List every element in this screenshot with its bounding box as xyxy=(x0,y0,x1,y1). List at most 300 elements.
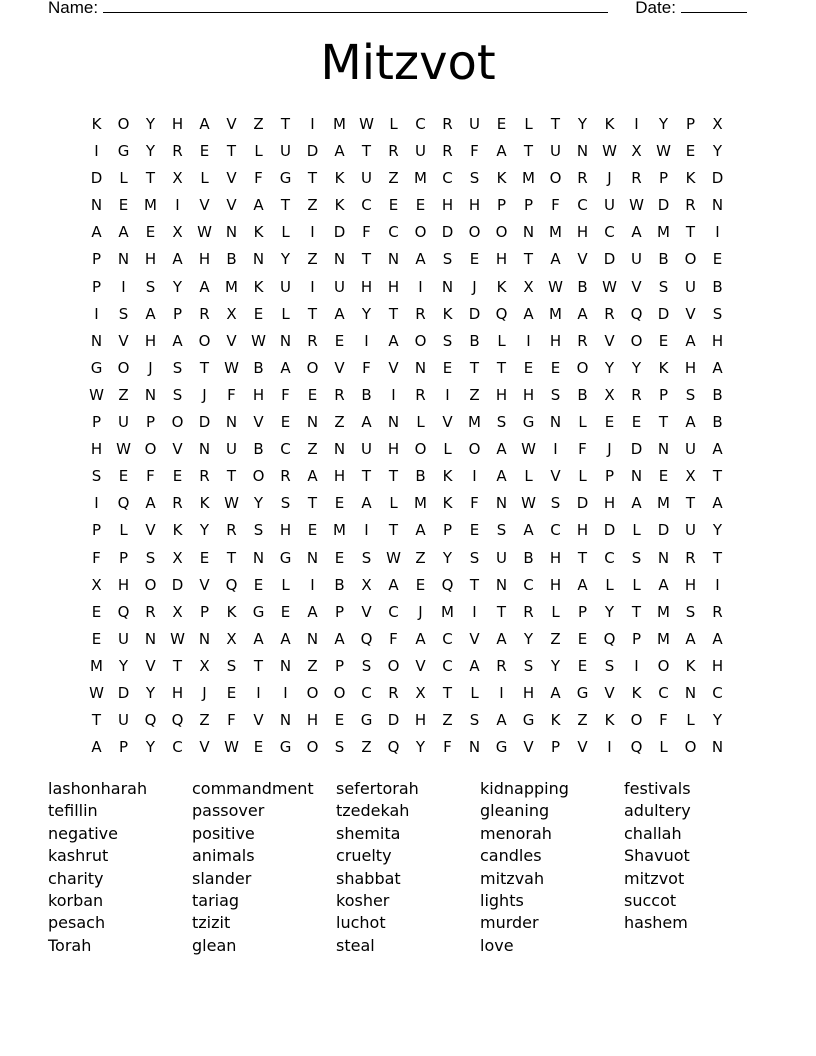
grid-letter: A xyxy=(145,494,156,513)
grid-letter: T xyxy=(91,711,102,730)
grid-letter: Z xyxy=(550,629,561,648)
grid-letter: A xyxy=(550,250,561,269)
grid-letter: J xyxy=(202,385,207,404)
grid-letter: Y xyxy=(604,358,615,377)
grid-letter: T xyxy=(469,575,480,594)
word-list-item: lights xyxy=(480,890,524,910)
grid-letter: M xyxy=(657,629,670,648)
grid-letter: H xyxy=(576,521,589,540)
grid-letter: E xyxy=(172,467,183,486)
grid-letter: O xyxy=(576,358,589,377)
grid-letter: S xyxy=(442,331,453,350)
grid-letter: O xyxy=(684,250,697,269)
grid-letter: A xyxy=(523,521,534,540)
grid-letter: H xyxy=(306,711,319,730)
grid-letter: N xyxy=(90,196,103,215)
grid-letter: D xyxy=(603,521,616,540)
grid-letter: O xyxy=(117,358,130,377)
grid-letter: H xyxy=(360,277,373,296)
grid-letter: G xyxy=(495,738,508,757)
grid-letter: W xyxy=(197,223,212,242)
grid-letter: C xyxy=(523,575,534,594)
grid-letter: B xyxy=(712,413,723,432)
grid-letter: R xyxy=(145,602,156,621)
grid-letter: H xyxy=(549,575,562,594)
grid-letter: N xyxy=(441,277,454,296)
grid-letter: W xyxy=(602,142,617,161)
grid-letter: L xyxy=(578,467,587,486)
grid-letter: F xyxy=(281,385,290,404)
grid-letter: P xyxy=(118,738,129,757)
grid-letter: V xyxy=(631,277,642,296)
grid-letter: A xyxy=(388,331,399,350)
grid-letter: O xyxy=(630,711,643,730)
grid-letter: Y xyxy=(253,494,264,513)
grid-letter: V xyxy=(253,711,264,730)
grid-letter: H xyxy=(117,575,130,594)
grid-letter: I xyxy=(121,277,126,296)
grid-letter: L xyxy=(254,142,263,161)
grid-letter: A xyxy=(631,223,642,242)
grid-letter: N xyxy=(576,142,589,161)
grid-letter: V xyxy=(199,196,210,215)
grid-letter: D xyxy=(576,494,589,513)
grid-letter: W xyxy=(548,277,563,296)
grid-letter: X xyxy=(172,602,183,621)
grid-letter: L xyxy=(443,440,452,459)
grid-letter: K xyxy=(442,494,453,513)
grid-letter: U xyxy=(631,250,642,269)
grid-letter: D xyxy=(630,440,643,459)
grid-letter: L xyxy=(659,738,668,757)
grid-letter: C xyxy=(550,521,561,540)
grid-letter: C xyxy=(280,440,291,459)
grid-letter: E xyxy=(226,683,237,702)
grid-letter: A xyxy=(280,629,291,648)
grid-letter: W xyxy=(359,115,374,133)
grid-letter: F xyxy=(470,494,479,513)
grid-letter: A xyxy=(550,683,561,702)
grid-letter: S xyxy=(631,548,642,567)
grid-letter: K xyxy=(253,277,264,296)
grid-letter: Z xyxy=(118,385,129,404)
word-list-item: challah xyxy=(624,823,682,843)
grid-letter: I xyxy=(310,115,315,133)
grid-letter: K xyxy=(496,277,507,296)
grid-letter: N xyxy=(684,683,697,702)
grid-letter: N xyxy=(198,629,211,648)
word-list-item: korban xyxy=(48,890,104,910)
word-list-item: sefertorah xyxy=(336,779,419,798)
grid-letter: T xyxy=(658,413,669,432)
grid-letter: W xyxy=(656,142,671,161)
grid-letter: R xyxy=(577,169,588,188)
grid-letter: O xyxy=(549,169,562,188)
grid-letter: A xyxy=(199,277,210,296)
grid-letter: R xyxy=(442,142,453,161)
grid-letter: M xyxy=(468,413,481,432)
grid-letter: K xyxy=(334,196,345,215)
grid-letter: T xyxy=(307,304,318,323)
grid-letter: O xyxy=(306,738,319,757)
grid-letter: B xyxy=(469,331,480,350)
grid-letter: M xyxy=(522,169,535,188)
grid-letter: U xyxy=(496,548,507,567)
grid-letter: C xyxy=(388,602,399,621)
grid-letter: V xyxy=(388,358,399,377)
word-list-item: Torah xyxy=(48,935,92,955)
grid-letter: N xyxy=(414,358,427,377)
grid-letter: P xyxy=(577,602,588,621)
grid-letter: D xyxy=(603,250,616,269)
grid-letter: M xyxy=(414,494,427,513)
grid-letter: N xyxy=(90,331,103,350)
date-label: Date: xyxy=(635,0,676,17)
grid-letter: Z xyxy=(253,115,264,133)
grid-letter: I xyxy=(94,304,99,323)
grid-letter: T xyxy=(550,115,561,133)
grid-letter: U xyxy=(685,277,696,296)
grid-letter: R xyxy=(496,656,507,675)
grid-letter: O xyxy=(414,331,427,350)
grid-letter: P xyxy=(604,467,615,486)
grid-letter: M xyxy=(549,223,562,242)
word-list-item: steal xyxy=(336,935,375,955)
word-list-item: pesach xyxy=(48,913,106,933)
grid-letter: A xyxy=(199,115,210,133)
grid-letter: C xyxy=(712,683,723,702)
grid-letter: O xyxy=(144,440,157,459)
word-list-item: lashonharah xyxy=(48,779,148,798)
grid-letter: C xyxy=(442,656,453,675)
grid-letter: T xyxy=(280,196,291,215)
grid-letter: S xyxy=(118,304,129,323)
grid-letter: P xyxy=(91,277,102,296)
grid-letter: T xyxy=(685,494,696,513)
grid-letter: Y xyxy=(712,711,723,730)
grid-letter: O xyxy=(252,467,265,486)
grid-letter: P xyxy=(145,413,156,432)
grid-letter: E xyxy=(496,115,507,133)
grid-letter: L xyxy=(632,575,641,594)
grid-letter: Y xyxy=(631,358,642,377)
grid-letter: A xyxy=(415,250,426,269)
grid-letter: N xyxy=(144,629,157,648)
grid-letter: G xyxy=(522,711,535,730)
grid-letter: F xyxy=(659,711,668,730)
grid-letter: Z xyxy=(307,656,318,675)
grid-letter: T xyxy=(307,169,318,188)
grid-letter: Q xyxy=(117,494,130,513)
grid-letter: S xyxy=(145,548,156,567)
grid-letter: Z xyxy=(415,548,426,567)
grid-letter: R xyxy=(280,467,291,486)
grid-letter: A xyxy=(361,413,372,432)
grid-letter: P xyxy=(172,304,183,323)
word-list-item: cruelty xyxy=(336,846,392,866)
grid-letter: O xyxy=(657,656,670,675)
grid-letter: B xyxy=(361,385,372,404)
grid-letter: P xyxy=(118,548,129,567)
grid-letter: E xyxy=(577,656,588,675)
grid-letter: A xyxy=(577,575,588,594)
grid-letter: Y xyxy=(145,738,156,757)
grid-letter: M xyxy=(414,169,427,188)
grid-letter: N xyxy=(468,738,481,757)
grid-letter: B xyxy=(577,277,588,296)
grid-letter: M xyxy=(144,196,157,215)
word-list-item: love xyxy=(480,935,514,955)
grid-letter: F xyxy=(551,196,560,215)
grid-letter: V xyxy=(469,629,480,648)
grid-letter: X xyxy=(604,385,615,404)
grid-letter: S xyxy=(469,169,480,188)
grid-letter: V xyxy=(199,738,210,757)
grid-letter: X xyxy=(712,115,723,133)
date-blank[interactable] xyxy=(681,0,747,13)
grid-letter: A xyxy=(658,575,669,594)
word-list-item: mitzvah xyxy=(480,868,545,888)
grid-letter: C xyxy=(658,683,669,702)
grid-letter: N xyxy=(657,548,670,567)
word-list-item: tzedekah xyxy=(336,801,410,821)
grid-letter: R xyxy=(226,521,237,540)
grid-letter: M xyxy=(90,656,103,675)
grid-letter: J xyxy=(202,683,207,702)
grid-letter: T xyxy=(226,548,237,567)
grid-letter: L xyxy=(578,413,587,432)
grid-letter: E xyxy=(388,196,399,215)
grid-letter: F xyxy=(443,738,452,757)
grid-letter: H xyxy=(684,358,697,377)
grid-letter: U xyxy=(550,142,561,161)
grid-letter: T xyxy=(712,548,723,567)
grid-letter: B xyxy=(658,250,669,269)
grid-letter: S xyxy=(469,711,480,730)
grid-letter: P xyxy=(91,250,102,269)
grid-letter: N xyxy=(279,711,292,730)
grid-letter: T xyxy=(631,602,642,621)
grid-letter: U xyxy=(280,142,291,161)
grid-letter: R xyxy=(388,683,399,702)
grid-letter: A xyxy=(685,331,696,350)
grid-letter: T xyxy=(307,494,318,513)
grid-letter: U xyxy=(469,115,480,133)
grid-letter: U xyxy=(118,413,129,432)
grid-letter: A xyxy=(172,250,183,269)
grid-letter: S xyxy=(172,385,183,404)
grid-letter: H xyxy=(495,250,508,269)
grid-letter: D xyxy=(441,223,454,242)
grid-letter: I xyxy=(418,277,423,296)
grid-letter: S xyxy=(172,358,183,377)
grid-letter: A xyxy=(118,223,129,242)
grid-letter: N xyxy=(387,413,400,432)
grid-letter: I xyxy=(310,223,315,242)
grid-letter: L xyxy=(686,711,695,730)
grid-letter: O xyxy=(468,223,481,242)
grid-letter: L xyxy=(497,331,506,350)
grid-letter: V xyxy=(118,331,129,350)
grid-letter: E xyxy=(91,629,102,648)
grid-letter: N xyxy=(522,223,535,242)
grid-letter: P xyxy=(631,629,642,648)
grid-letter: N xyxy=(333,440,346,459)
grid-letter: P xyxy=(658,385,669,404)
grid-letter: H xyxy=(468,196,481,215)
grid-letter: V xyxy=(604,683,615,702)
grid-letter: P xyxy=(496,196,507,215)
grid-letter: V xyxy=(604,331,615,350)
word-list-item: adultery xyxy=(624,801,691,821)
grid-letter: A xyxy=(496,467,507,486)
grid-letter: S xyxy=(685,602,696,621)
grid-letter: N xyxy=(117,250,130,269)
grid-letter: E xyxy=(334,548,345,567)
grid-letter: O xyxy=(387,656,400,675)
grid-letter: I xyxy=(94,494,99,513)
grid-letter: M xyxy=(225,277,238,296)
grid-letter: H xyxy=(171,115,184,133)
grid-letter: V xyxy=(334,358,345,377)
grid-letter: V xyxy=(442,413,453,432)
word-list-item: hashem xyxy=(624,913,688,933)
word-list-item: slander xyxy=(192,868,252,888)
word-list-item: festivals xyxy=(624,779,691,798)
grid-letter: N xyxy=(495,494,508,513)
grid-letter: Z xyxy=(307,196,318,215)
word-list-item: gleaning xyxy=(480,801,550,821)
grid-letter: S xyxy=(523,656,534,675)
grid-letter: G xyxy=(279,738,292,757)
grid-letter: V xyxy=(577,250,588,269)
word-list-item: kosher xyxy=(336,890,390,910)
grid-letter: Q xyxy=(630,304,643,323)
grid-letter: F xyxy=(578,440,587,459)
grid-letter: H xyxy=(171,683,184,702)
grid-letter: Z xyxy=(307,250,318,269)
name-blank[interactable] xyxy=(103,0,608,13)
grid-letter: Z xyxy=(388,169,399,188)
grid-letter: C xyxy=(415,115,426,133)
grid-letter: O xyxy=(198,331,211,350)
grid-letter: F xyxy=(227,385,236,404)
grid-letter: Y xyxy=(523,629,534,648)
grid-letter: U xyxy=(604,196,615,215)
grid-letter: M xyxy=(657,494,670,513)
grid-letter: N xyxy=(252,548,265,567)
grid-letter: H xyxy=(387,277,400,296)
word-list-item: tariag xyxy=(192,890,240,910)
grid-letter: F xyxy=(146,467,155,486)
word-list-item: glean xyxy=(192,935,237,955)
grid-letter: R xyxy=(334,385,345,404)
grid-letter: E xyxy=(415,575,426,594)
name-label: Name: xyxy=(48,0,99,17)
grid-letter: D xyxy=(657,521,670,540)
word-list-item: succot xyxy=(624,890,677,910)
grid-letter: C xyxy=(577,196,588,215)
grid-letter: T xyxy=(280,115,291,133)
grid-letter: A xyxy=(712,494,723,513)
grid-letter: N xyxy=(387,250,400,269)
grid-letter: T xyxy=(253,656,264,675)
grid-letter: N xyxy=(306,629,319,648)
grid-letter: Q xyxy=(144,711,157,730)
grid-letter: I xyxy=(499,683,504,702)
grid-letter: T xyxy=(361,250,372,269)
grid-letter: B xyxy=(523,548,534,567)
word-list-item: animals xyxy=(192,846,255,866)
grid-letter: I xyxy=(634,115,639,133)
grid-letter: K xyxy=(172,521,183,540)
grid-letter: D xyxy=(306,142,319,161)
grid-letter: Y xyxy=(199,521,210,540)
grid-letter: R xyxy=(523,602,534,621)
grid-letter: T xyxy=(685,223,696,242)
grid-letter: N xyxy=(495,575,508,594)
grid-letter: W xyxy=(116,440,131,459)
grid-letter: S xyxy=(496,521,507,540)
grid-letter: N xyxy=(144,385,157,404)
grid-letter: Y xyxy=(145,683,156,702)
grid-letter: H xyxy=(252,385,265,404)
grid-letter: V xyxy=(226,115,237,133)
grid-letter: S xyxy=(361,548,372,567)
grid-letter: W xyxy=(224,738,239,757)
grid-letter: R xyxy=(577,331,588,350)
grid-letter: H xyxy=(684,575,697,594)
grid-letter: W xyxy=(521,494,536,513)
grid-letter: G xyxy=(117,142,130,161)
grid-letter: I xyxy=(364,521,369,540)
grid-letter: H xyxy=(603,494,616,513)
grid-letter: A xyxy=(577,304,588,323)
grid-letter: V xyxy=(199,575,210,594)
grid-letter: H xyxy=(711,656,724,675)
grid-letter: Q xyxy=(360,629,373,648)
grid-letter: E xyxy=(307,521,318,540)
grid-letter: I xyxy=(715,223,720,242)
grid-letter: L xyxy=(200,169,209,188)
grid-letter: M xyxy=(441,602,454,621)
grid-letter: A xyxy=(496,440,507,459)
grid-letter: W xyxy=(224,494,239,513)
grid-letter: L xyxy=(416,413,425,432)
grid-letter: V xyxy=(145,656,156,675)
grid-letter: G xyxy=(279,548,292,567)
grid-letter: Y xyxy=(550,656,561,675)
grid-letter: I xyxy=(391,385,396,404)
grid-letter: F xyxy=(389,629,398,648)
grid-letter: E xyxy=(658,331,669,350)
grid-letter: Z xyxy=(469,385,480,404)
grid-letter: M xyxy=(657,602,670,621)
grid-letter: C xyxy=(604,548,615,567)
grid-letter: N xyxy=(306,413,319,432)
grid-letter: X xyxy=(523,277,534,296)
grid-letter: E xyxy=(280,413,291,432)
grid-letter: I xyxy=(283,683,288,702)
grid-letter: Q xyxy=(441,575,454,594)
grid-letter: E xyxy=(469,250,480,269)
grid-letter: I xyxy=(715,575,720,594)
grid-letter: W xyxy=(629,196,644,215)
grid-letter: Z xyxy=(361,738,372,757)
grid-letter: G xyxy=(252,602,265,621)
grid-letter: U xyxy=(118,629,129,648)
grid-letter: R xyxy=(631,385,642,404)
